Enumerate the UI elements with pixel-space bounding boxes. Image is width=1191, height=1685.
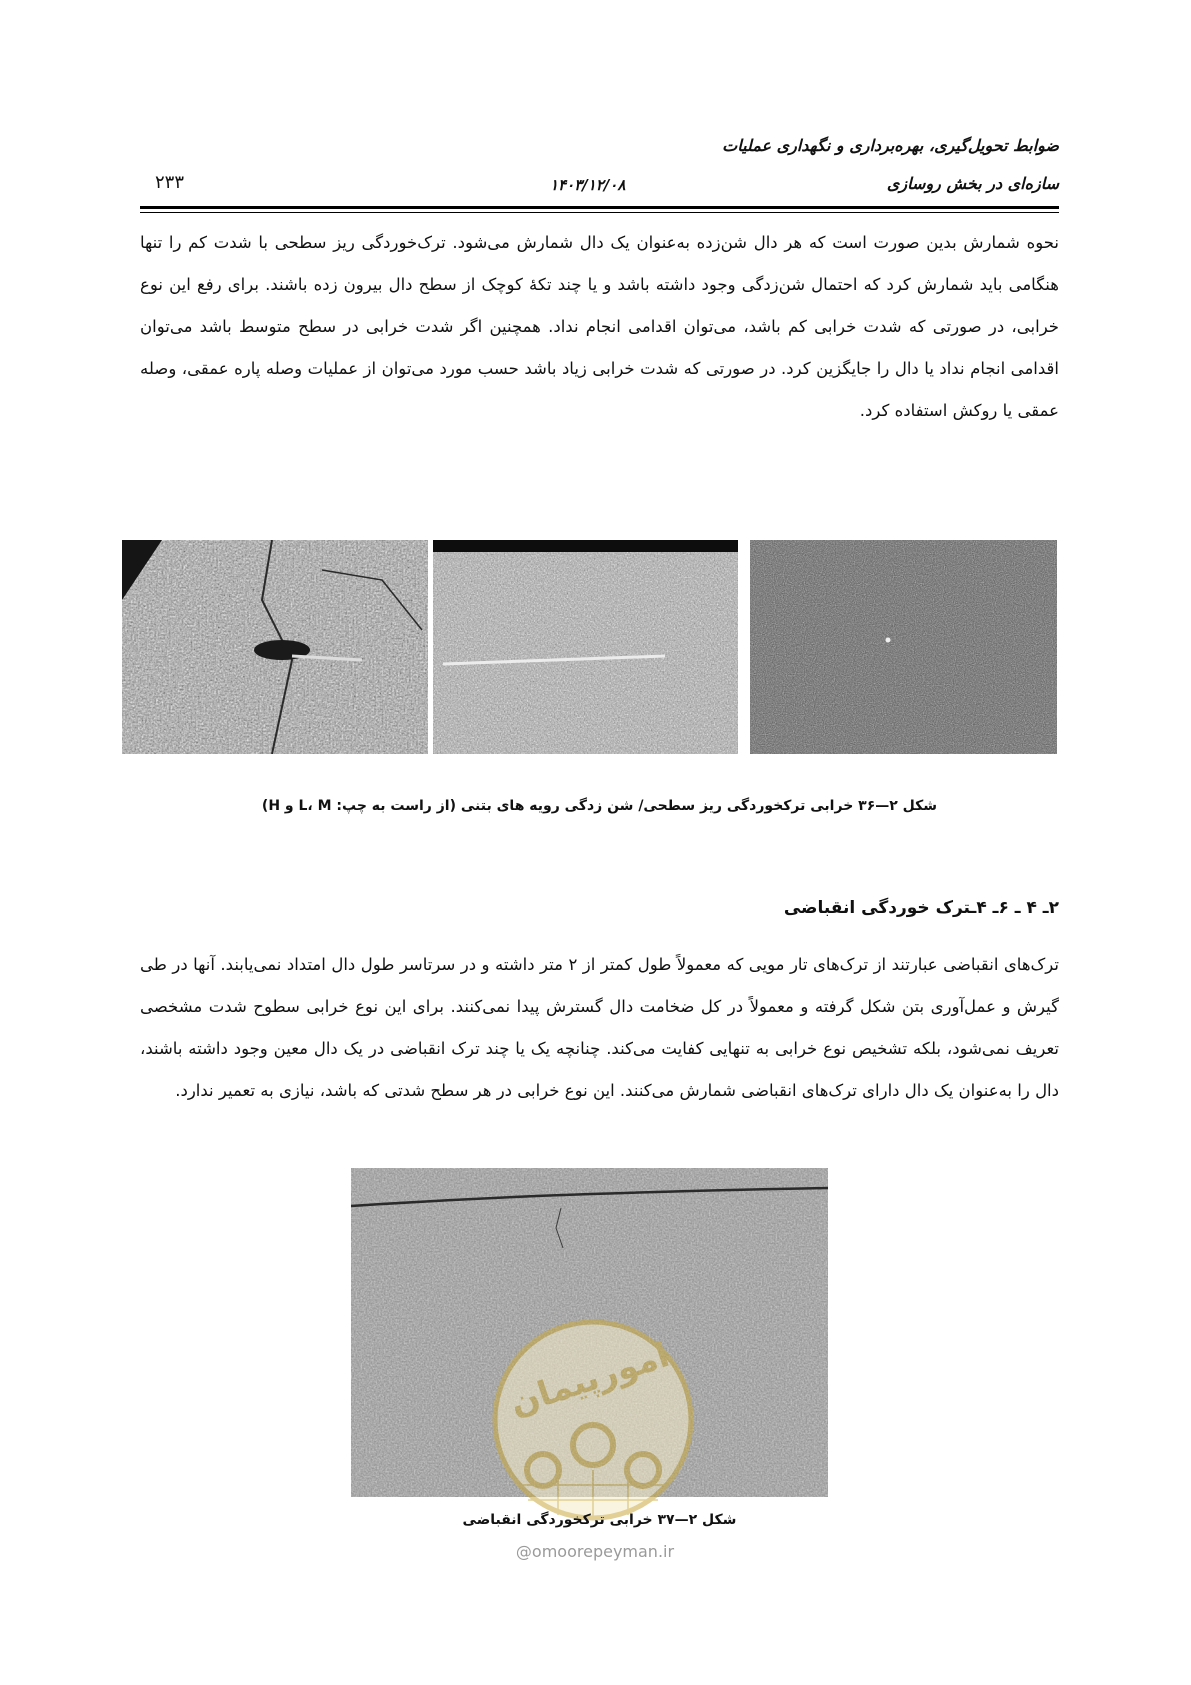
figure-37-caption: شکل ۲—۳۷ خرابی ترکخوردگی انقباضی — [462, 1512, 737, 1528]
page-number: ۲۳۳ — [155, 172, 185, 193]
section-heading: ۲ـ ۴ ـ ۶ـ ۴ـترک خوردگی انقباضی — [783, 898, 1059, 918]
header-rule-thick — [140, 206, 1059, 209]
figure-36-caption: شکل ۲—۳۶ خرابی ترکخوردگی ریز سطحی/ شن زدگی رویه های بتنی (از راست به چپ: L، M و H) — [261, 798, 938, 814]
header-title-line2: سازه‌ای در بخش روسازی — [886, 174, 1059, 193]
watermark-url: @omoorepeyman.ir — [515, 1542, 675, 1561]
header-title-line1: ضوابط تحویل‌گیری، بهره‌برداری و نگهداری عملیات — [722, 136, 1059, 155]
photo-scaling-low — [750, 540, 1057, 754]
photo-scaling-high — [122, 540, 428, 754]
body-paragraph-2: ترک‌های انقباضی عبارتند از ترک‌های تار مویی که معمولاً طول کمتر از ۲ متر داشته و در سرتاسر طول دال امتداد نمی‌یابند. آنها در طی گیرش و عمل‌آوری بتن شکل گرفته و معمولاً در کل ضخامت دال گسترش پیدا نمی‌کنند. برای این نوع خرابی سطوح شدت مشخصی تعریف نمی‌شود، بلکه تشخیص نوع خرابی به تنهایی کفایت می‌کند. چنانچه یک یا چند ترک انقباضی در یک دال معین وجود داشته باشند، دال را به‌عنوان یک دال دارای ترک‌های انقباضی شمارش می‌کنند. این نوع خرابی در هر سطح شدتی که باشد، نیازی به تعمیر ندارد. — [140, 955, 1059, 1100]
body-paragraph-1: نحوه شمارش بدین صورت است که هر دال شن‌زده به‌عنوان یک دال شمارش می‌شود. ترک‌خوردگی ریز سطحی با شدت کم را تنها هنگامی باید شمارش کرد که احتمال شن‌زدگی وجود داشته باشد و یا چند تکهٔ کوچک از سطح دال بیرون زده باشند. برای رفع این نوع خرابی، در صورتی که شدت خرابی کم باشد، می‌توان اقدامی انجام نداد. همچنین اگر شدت خرابی در سطح متوسط باشد می‌توان اقدامی انجام نداد یا دال را جایگزین کرد. در صورتی که شدت خرابی زیاد باشد حسب مورد می‌توان از عملیات وصله پاره عمقی، وصله عمقی یا روکش استفاده کرد. — [140, 233, 1059, 420]
watermark-text: امورپیمان — [505, 1335, 675, 1425]
page-header — [140, 130, 1059, 210]
header-date: ۱۴۰۳/۱۲/۰۸ — [550, 176, 626, 194]
watermark-logo — [488, 1315, 698, 1525]
header-rule-thin — [140, 212, 1059, 213]
photo-scaling-medium — [433, 540, 738, 754]
